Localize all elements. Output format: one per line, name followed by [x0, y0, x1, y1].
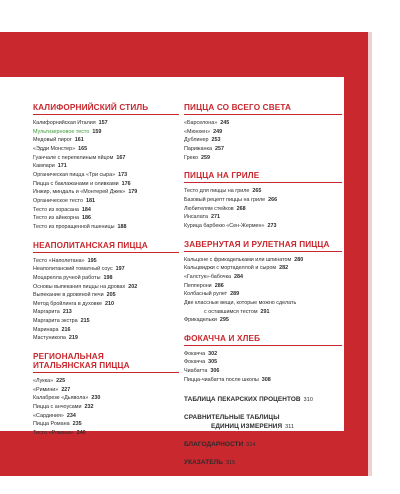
toc-entry[interactable]: [33, 300, 179, 309]
entry-title: Фокачча: [184, 359, 206, 366]
entry-title: Греко: [184, 154, 199, 161]
entry-title: Любителям стейков: [184, 205, 234, 212]
toc-entry[interactable]: [33, 403, 179, 412]
toc-trailing-entry[interactable]: [184, 395, 342, 405]
entry-page: 253: [211, 137, 221, 144]
toc-entry[interactable]: [33, 420, 179, 429]
entry-title: Инжир, миндаль и «Монтерей Джек»: [33, 189, 126, 196]
entry-page: 198: [103, 274, 113, 281]
entry-page: 240: [76, 430, 86, 437]
entry-title: Органическая пицца «Три сыра»: [33, 171, 116, 178]
entry-page: 197: [115, 266, 125, 273]
entry-page: 302: [208, 350, 218, 357]
section-heading-line: РЕГИОНАЛЬНАЯ: [33, 352, 104, 362]
entry-page: 210: [105, 300, 114, 307]
toc-entry[interactable]: [33, 188, 179, 197]
toc-entry[interactable]: [184, 256, 342, 265]
entry-page: 186: [81, 215, 91, 222]
entry-title: «Эдди Монстер»: [33, 145, 76, 152]
entry-title: Неаполитанский томатный соус: [33, 266, 113, 273]
toc-entry[interactable]: [33, 394, 179, 403]
entry-title: Кальцвиджи с мортаделлой и сыром: [184, 265, 277, 272]
entry-title: «Барселона»: [184, 120, 218, 126]
entry-page: 249: [213, 128, 223, 135]
toc-entry[interactable]: [33, 171, 179, 180]
trailing-page: 315: [225, 460, 236, 467]
toc-entry[interactable]: [33, 265, 179, 274]
toc-entry[interactable]: [33, 326, 179, 335]
toc-left-column: [33, 103, 179, 438]
entry-page: 259: [201, 154, 211, 161]
entry-page: 234: [66, 412, 76, 419]
entry-page: 181: [85, 197, 95, 204]
entry-title: Пепперони: [184, 282, 212, 289]
toc-entry[interactable]: [184, 290, 342, 299]
entry-page: 308: [261, 376, 271, 383]
red-frame-top: [0, 32, 368, 77]
entry-title: Кальцоне с фрикадельками или шпинатом: [184, 256, 292, 263]
section-heading: [33, 352, 179, 370]
toc-entry[interactable]: [33, 412, 179, 421]
entry-page: 171: [57, 163, 67, 170]
entry-page: 266: [268, 196, 278, 203]
trailing-title-line2: [184, 422, 342, 432]
toc-entry[interactable]: [33, 214, 179, 223]
entry-page: 188: [117, 223, 127, 230]
entry-page: 225: [56, 378, 66, 385]
trailing-title: УКАЗАТЕЛЬ: [184, 459, 223, 467]
section-heading: [33, 241, 179, 250]
entry-title: Моцарелла ручной работы: [33, 274, 101, 281]
toc-entry[interactable]: [33, 283, 179, 292]
entry-title: Пицца с анчоусами: [33, 404, 82, 411]
toc-entry[interactable]: [33, 197, 179, 206]
entry-title: «Мюнхен»: [184, 128, 211, 135]
entry-page: 291: [260, 308, 270, 315]
toc-entry[interactable]: [184, 273, 342, 282]
section-rule: [33, 114, 179, 115]
entry-title: Фокачча: [184, 350, 206, 357]
entry-page: 202: [128, 283, 138, 290]
section-heading: [184, 171, 342, 180]
entry-title: Пицца-чиабатта после школы: [184, 376, 259, 383]
entry-title: Дублинер: [184, 137, 209, 144]
entry-page: 268: [236, 205, 246, 212]
entry-page: 176: [121, 180, 131, 187]
entry-page: 165: [78, 145, 88, 152]
entry-title: Кампари: [33, 163, 55, 170]
entry-page: 157: [98, 120, 108, 126]
section-rule: [184, 114, 342, 115]
toc-entry[interactable]: [184, 376, 342, 385]
toc-trailing-entry[interactable]: [184, 458, 342, 468]
entry-title: «Сардиния»: [33, 412, 64, 419]
section-rule: [184, 345, 342, 346]
entry-page: 273: [267, 222, 277, 229]
page-edge-strip: [368, 32, 372, 476]
entry-page: 280: [294, 256, 304, 263]
entry-title: Чиабатта: [184, 368, 208, 375]
toc-entry[interactable]: [33, 223, 179, 232]
toc-entry[interactable]: [33, 334, 179, 343]
trailing-page: 310: [303, 397, 313, 404]
toc-entry[interactable]: [184, 222, 342, 231]
toc-entry[interactable]: [33, 206, 179, 215]
entry-title: Медовый пирог: [33, 137, 72, 144]
toc-right-column: [184, 103, 342, 468]
entry-title: Маринара: [33, 326, 59, 333]
entry-title: «Римини»: [33, 386, 59, 393]
entry-page: 161: [74, 137, 84, 144]
section-rule: [184, 182, 342, 183]
entry-page: 205: [106, 292, 116, 299]
toc-entry[interactable]: [33, 377, 179, 386]
entry-page: 184: [81, 206, 91, 213]
entry-title: «Галстук»-бабочка: [184, 273, 232, 280]
entry-title: Маргарита экстра: [33, 318, 78, 325]
entry-page: 232: [84, 404, 94, 411]
entry-title: Калифорнийская Италия: [33, 120, 96, 126]
entry-title: Пицца с баклажанами и оливками: [33, 180, 119, 187]
toc-entry[interactable]: [184, 282, 342, 291]
toc-entry[interactable]: [33, 429, 179, 438]
entry-title: Органическое тесто: [33, 197, 83, 204]
entry-title: Тесто «Романа»: [33, 430, 74, 437]
toc-entry[interactable]: [184, 299, 342, 308]
red-frame-right: [344, 32, 368, 476]
entry-title: Базовый рецепт пиццы на гриле: [184, 196, 266, 203]
toc-entry[interactable]: [184, 128, 342, 137]
section-heading-line: ИТАЛЬЯНСКАЯ ПИЦЦА: [33, 361, 130, 371]
section-heading-line: НЕАПОЛИТАНСКАЯ ПИЦЦА: [33, 240, 148, 250]
entry-title: Маргарита: [33, 309, 60, 316]
entry-page: 195: [87, 257, 97, 264]
entry-title: Основы выпекания пиццы на дровах: [33, 283, 126, 290]
toc-entry[interactable]: [184, 196, 342, 205]
entry-title: Колбасный рулет: [184, 291, 228, 298]
entry-title: Инсалата: [184, 214, 208, 221]
toc-entry[interactable]: [184, 119, 342, 128]
toc-entry[interactable]: [33, 180, 179, 189]
entry-page: 167: [116, 154, 126, 161]
entry-title: Тесто для пиццы на гриле: [184, 188, 250, 195]
entry-page: 219: [68, 335, 78, 342]
toc-entry[interactable]: [184, 154, 342, 163]
toc-entry[interactable]: [184, 136, 342, 145]
toc-entry[interactable]: [33, 386, 179, 395]
toc-entry[interactable]: [33, 291, 179, 300]
toc-entry[interactable]: [184, 213, 342, 222]
section-heading: [33, 103, 179, 112]
entry-page: 215: [80, 318, 90, 325]
entry-title: Две классные вещи, которые можно сделать: [184, 299, 297, 306]
toc-entry[interactable]: [184, 145, 342, 154]
toc-entry[interactable]: [33, 154, 179, 163]
trailing-title: БЛАГОДАРНОСТИ: [184, 441, 244, 449]
trailing-title: ТАБЛИЦА ПЕКАРСКИХ ПРОЦЕНТОВ: [184, 396, 301, 404]
toc-entry[interactable]: [184, 367, 342, 376]
entry-title: Метод бройлинга в духовке: [33, 300, 102, 307]
entry-title: Пицца Романа: [33, 421, 70, 428]
entry-page: 295: [219, 317, 229, 324]
trailing-title: СРАВНИТЕЛЬНЫЕ ТАБЛИЦЫ: [184, 414, 280, 422]
section-rule: [33, 252, 179, 253]
entry-title: Мультизерновое тесто: [33, 128, 90, 135]
toc-entry[interactable]: [184, 316, 342, 325]
entry-title: Калабрезе «Дьявола»: [33, 395, 89, 402]
toc-trailing-entry[interactable]: [184, 440, 342, 450]
entry-page: 213: [62, 309, 72, 316]
toc-entry[interactable]: [33, 274, 179, 283]
section-heading-line: ЗАВЕРНУТАЯ И РУЛЕТНАЯ ПИЦЦА: [184, 239, 330, 249]
toc-entry[interactable]: [184, 264, 342, 273]
section-heading-line: КАЛИФОРНИЙСКИЙ СТИЛЬ: [33, 103, 149, 112]
entry-page: 257: [214, 145, 224, 152]
toc-entry[interactable]: [184, 308, 342, 317]
entry-title: Парижанка: [184, 145, 212, 152]
entry-title: «Лукка»: [33, 378, 54, 385]
toc-trailing-entry[interactable]: [184, 413, 342, 432]
toc-entry[interactable]: [33, 128, 179, 137]
entry-page: 306: [210, 368, 220, 375]
entry-title: Мастуникола: [33, 335, 66, 342]
entry-title: Фрикадельки: [184, 317, 217, 324]
entry-title: Тесто из айнкорна: [33, 215, 79, 222]
entry-page: 235: [72, 421, 82, 428]
trailing-title: ЕДИНИЦ ИЗМЕРЕНИЯ: [211, 423, 283, 431]
toc-entry[interactable]: [33, 162, 179, 171]
trailing-page: 314: [246, 442, 256, 449]
entry-title: Выпекание в дровяной печи: [33, 292, 104, 299]
entry-title: с оставшимся тестом: [204, 308, 258, 315]
entry-page: 265: [252, 188, 262, 195]
entry-page: 284: [234, 273, 244, 280]
trailing-page: 311: [285, 424, 295, 431]
toc-entry[interactable]: [33, 136, 179, 145]
section-heading-line: ПИЦЦА НА ГРИЛЕ: [184, 171, 260, 181]
entry-page: 282: [279, 265, 289, 272]
entry-page: 159: [92, 128, 102, 135]
section-heading: [184, 103, 342, 112]
toc-entry[interactable]: [184, 187, 342, 196]
section-rule: [184, 251, 342, 252]
entry-title: Тесто «Наполетана»: [33, 257, 85, 264]
entry-page: 245: [220, 120, 230, 126]
section-heading: [184, 240, 342, 249]
entry-title: Тесто из проращенной пшеницы: [33, 223, 115, 230]
entry-page: 173: [118, 171, 128, 178]
entry-title: Тесто из хорасана: [33, 206, 79, 213]
entry-title: Гуанчале с перепелиным яйцом: [33, 154, 114, 161]
section-heading-line: ФОКАЧЧА И ХЛЕБ: [184, 333, 261, 343]
entry-page: 286: [214, 282, 224, 289]
toc-entry[interactable]: [33, 119, 179, 128]
entry-page: 305: [208, 359, 218, 366]
section-heading: [184, 334, 342, 343]
entry-page: 179: [128, 189, 138, 196]
toc-entry[interactable]: [33, 317, 179, 326]
toc-entry[interactable]: [184, 358, 342, 367]
entry-page: 227: [61, 386, 71, 393]
entry-page: 216: [61, 326, 71, 333]
entry-page: 271: [210, 214, 220, 221]
entry-title: Курица барбекю «Сен-Жермен»: [184, 222, 265, 229]
toc-entry[interactable]: [33, 145, 179, 154]
section-rule: [33, 372, 179, 373]
toc-entry[interactable]: [33, 257, 179, 266]
toc-entry[interactable]: [184, 350, 342, 359]
entry-page: 289: [230, 291, 240, 298]
section-heading-line: ПИЦЦА СО ВСЕГО СВЕТА: [184, 103, 292, 112]
toc-entry[interactable]: [33, 308, 179, 317]
toc-entry[interactable]: [184, 205, 342, 214]
entry-page: 230: [91, 395, 101, 402]
